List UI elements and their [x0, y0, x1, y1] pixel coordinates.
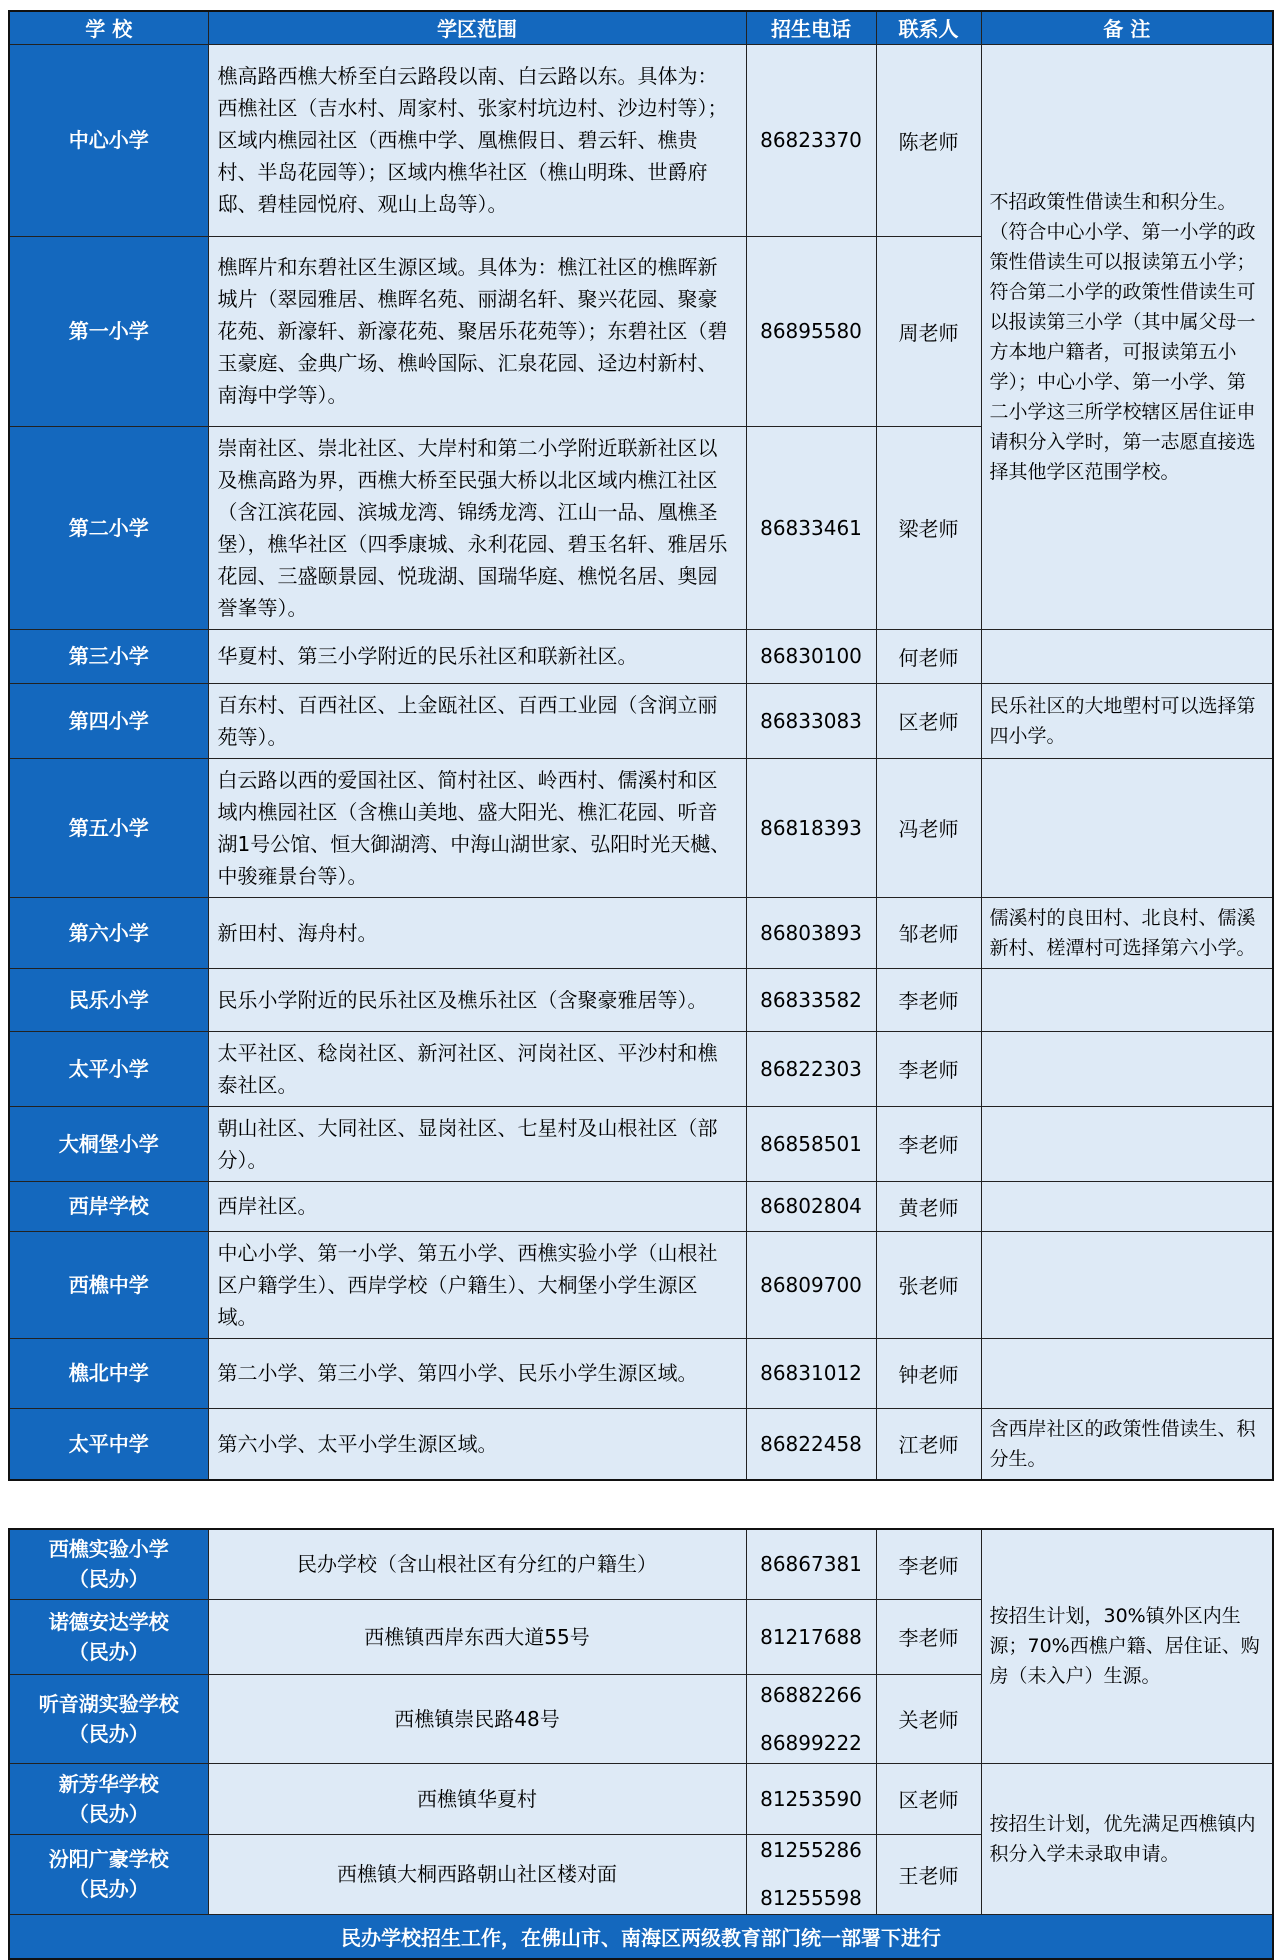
remark-cell [981, 1031, 1273, 1106]
contact-cell: 周老师 [876, 236, 981, 426]
phone-cell: 86833461 [746, 426, 876, 629]
phone-cell: 86809700 [746, 1231, 876, 1338]
phone-stack [747, 1683, 876, 1755]
school-type: （民办） [68, 1877, 149, 1901]
private-schools-table [8, 1528, 1274, 1960]
phone-stack [747, 1838, 876, 1910]
school-type: （民办） [68, 1721, 149, 1746]
remark-cell: 含西岸社区的政策性借读生、积分生。 [981, 1408, 1273, 1480]
phone-cell: 81253590 [746, 1763, 876, 1834]
district-cell: 中心小学、第一小学、第五小学、西樵实验小学（山根社区户籍学生）、西岸学校（户籍生）、大桐堡小学生源区域。 [208, 1231, 746, 1338]
district-cell: 樵晖片和东碧社区生源区域。具体为：樵江社区的樵晖新城片（翠园雅居、樵晖名苑、丽湖名轩、聚兴花园、聚豪花苑、新濠轩、新濠花苑、聚居乐花苑等）；东碧社区（碧玉豪庭、金典广场、樵岭国际、汇泉花园、迳边村新村、南海中学等）。 [208, 236, 746, 426]
school-name-cell [9, 1674, 208, 1763]
contact-cell: 李老师 [876, 968, 981, 1031]
phone-cell: 86858501 [746, 1106, 876, 1181]
contact-cell: 黄老师 [876, 1181, 981, 1231]
column-header-phone: 招生电话 [746, 11, 876, 44]
school-name-cell [9, 1529, 208, 1599]
district-cell: 西樵镇大桐西路朝山社区楼对面 [208, 1834, 746, 1914]
contact-cell: 关老师 [876, 1674, 981, 1763]
district-cell: 朝山社区、大同社区、显岗社区、七星村及山根社区（部分）。 [208, 1106, 746, 1181]
phone-cell: 86830100 [746, 629, 876, 683]
contact-cell: 王老师 [876, 1834, 981, 1914]
table-row [9, 1231, 1273, 1338]
table-row [9, 683, 1273, 758]
remark-cell: 民乐社区的大地塱村可以选择第四小学。 [981, 683, 1273, 758]
table-row [9, 1529, 1273, 1599]
school-type: （民办） [68, 1639, 149, 1664]
phone-cell [746, 1834, 876, 1914]
district-cell: 白云路以西的爱国社区、简村社区、岭西村、儒溪村和区域内樵园社区（含樵山美地、盛大阳光、樵汇花园、听音湖1号公馆、恒大御湖湾、中海山湖世家、弘阳时光天樾、中骏雍景台等）。 [208, 758, 746, 897]
school-name-cell: 西樵中学 [9, 1231, 208, 1338]
phone-cell: 86833582 [746, 968, 876, 1031]
district-cell: 华夏村、第三小学附近的民乐社区和联新社区。 [208, 629, 746, 683]
table-row [9, 629, 1273, 683]
remark-cell-merged-top: 不招政策性借读生和积分生。（符合中心小学、第一小学的政策性借读生可以报读第五小学；符合第二小学的政策性借读生可以报读第三小学（其中属父母一方本地户籍者，可报读第五小学）；中心小学、第一小学、第二小学这三所学校辖区居住证申请积分入学时，第一志愿直接选择其他学区范围学校。 [981, 44, 1273, 629]
remark-cell [981, 758, 1273, 897]
school-name: 西樵实验小学 [48, 1537, 169, 1562]
column-header-remark: 备 注 [981, 11, 1273, 44]
phone-cell: 86803893 [746, 897, 876, 968]
school-name-cell [9, 1763, 208, 1834]
school-name: 听音湖实验学校 [38, 1691, 179, 1716]
column-header-school: 学 校 [9, 11, 208, 44]
school-name: 新芳华学校 [58, 1771, 159, 1796]
section-separator [8, 1481, 1272, 1528]
district-cell: 太平社区、稔岗社区、新河社区、河岗社区、平沙村和樵泰社区。 [208, 1031, 746, 1106]
phone-cell: 86818393 [746, 758, 876, 897]
remark-cell [981, 1106, 1273, 1181]
district-cell: 民办学校（含山根社区有分红的户籍生） [208, 1529, 746, 1599]
table-row [9, 44, 1273, 236]
phone-cell: 86823370 [746, 44, 876, 236]
school-name-cell: 第四小学 [9, 683, 208, 758]
table-row [9, 1106, 1273, 1181]
school-name-cell: 大桐堡小学 [9, 1106, 208, 1181]
school-name-cell: 樵北中学 [9, 1338, 208, 1408]
district-cell: 西樵镇华夏村 [208, 1763, 746, 1834]
remark-cell-merged-private-bottom: 按招生计划，优先满足西樵镇内积分入学未录取申请。 [981, 1763, 1273, 1914]
school-name-cell: 第二小学 [9, 426, 208, 629]
school-name: 诺德安达学校 [48, 1609, 169, 1634]
school-name-cell [9, 1599, 208, 1674]
contact-cell: 李老师 [876, 1031, 981, 1106]
school-type: （民办） [68, 1567, 149, 1592]
contact-cell: 陈老师 [876, 44, 981, 236]
phone-cell: 86867381 [746, 1529, 876, 1599]
phone-number-2: 86899222 [760, 1730, 862, 1755]
table-row [9, 1181, 1273, 1231]
district-cell: 西樵镇崇民路48号 [208, 1674, 746, 1763]
district-cell: 第六小学、太平小学生源区域。 [208, 1408, 746, 1480]
school-name-cell: 第五小学 [9, 758, 208, 897]
contact-cell: 区老师 [876, 683, 981, 758]
school-name-cell: 第一小学 [9, 236, 208, 426]
contact-cell: 李老师 [876, 1106, 981, 1181]
phone-cell: 86802804 [746, 1181, 876, 1231]
school-name-cell: 太平中学 [9, 1408, 208, 1480]
contact-cell: 钟老师 [876, 1338, 981, 1408]
phone-cell: 86822458 [746, 1408, 876, 1480]
table-row [9, 758, 1273, 897]
school-name-cell: 太平小学 [9, 1031, 208, 1106]
column-header-district: 学区范围 [208, 11, 746, 44]
school-type: （民办） [68, 1801, 149, 1826]
public-schools-table [8, 10, 1274, 1481]
district-cell: 新田村、海舟村。 [208, 897, 746, 968]
school-name-cell: 民乐小学 [9, 968, 208, 1031]
district-cell: 西岸社区。 [208, 1181, 746, 1231]
district-cell: 民乐小学附近的民乐社区及樵乐社区（含聚豪雅居等）。 [208, 968, 746, 1031]
district-cell: 百东村、百西社区、上金瓯社区、百西工业园（含润立丽苑等）。 [208, 683, 746, 758]
contact-cell: 江老师 [876, 1408, 981, 1480]
header-row [9, 11, 1273, 44]
contact-cell: 区老师 [876, 1763, 981, 1834]
district-cell: 崇南社区、崇北社区、大岸村和第二小学附近联新社区以及樵高路为界，西樵大桥至民强大桥以北区域内樵江社区（含江滨花园、滨城龙湾、锦绣龙湾、江山一品、凰樵圣堡），樵华社区（四季康城、永利花园、碧玉名轩、雅居乐花园、三盛颐景园、悦珑湖、国瑞华庭、樵悦名居、奥园誉峯等）。 [208, 426, 746, 629]
remark-cell [981, 1338, 1273, 1408]
contact-cell: 何老师 [876, 629, 981, 683]
phone-number-1: 81255286 [760, 1838, 862, 1862]
school-name-cell [9, 1834, 208, 1914]
footer-banner: 民办学校招生工作，在佛山市、南海区两级教育部门统一部署下进行 [9, 1914, 1273, 1959]
phone-cell: 86831012 [746, 1338, 876, 1408]
table-row [9, 1031, 1273, 1106]
contact-cell: 冯老师 [876, 758, 981, 897]
phone-cell: 86822303 [746, 1031, 876, 1106]
remark-cell: 儒溪村的良田村、北良村、儒溪新村、槎潭村可选择第六小学。 [981, 897, 1273, 968]
district-cell: 西樵镇西岸东西大道55号 [208, 1599, 746, 1674]
table-row [9, 897, 1273, 968]
footer-row [9, 1914, 1273, 1959]
phone-number-2: 81255598 [760, 1886, 862, 1910]
table-row [9, 968, 1273, 1031]
school-name-cell: 第三小学 [9, 629, 208, 683]
remark-cell-merged-private-top: 按招生计划，30%镇外区内生源；70%西樵户籍、居住证、购房（未入户）生源。 [981, 1529, 1273, 1763]
table-row [9, 1338, 1273, 1408]
phone-cell: 81217688 [746, 1599, 876, 1674]
remark-cell [981, 629, 1273, 683]
district-cell: 第二小学、第三小学、第四小学、民乐小学生源区域。 [208, 1338, 746, 1408]
remark-cell [981, 968, 1273, 1031]
column-header-contact: 联系人 [876, 11, 981, 44]
phone-cell: 86833083 [746, 683, 876, 758]
contact-cell: 李老师 [876, 1529, 981, 1599]
school-name-cell: 西岸学校 [9, 1181, 208, 1231]
table-row [9, 1763, 1273, 1834]
school-name-cell: 中心小学 [9, 44, 208, 236]
school-name-cell: 第六小学 [9, 897, 208, 968]
phone-cell [746, 1674, 876, 1763]
phone-number-1: 86882266 [760, 1682, 862, 1707]
school-name: 汾阳广豪学校 [48, 1847, 169, 1871]
contact-cell: 梁老师 [876, 426, 981, 629]
contact-cell: 张老师 [876, 1231, 981, 1338]
contact-cell: 李老师 [876, 1599, 981, 1674]
remark-cell [981, 1231, 1273, 1338]
contact-cell: 邹老师 [876, 897, 981, 968]
remark-cell [981, 1181, 1273, 1231]
district-cell: 樵高路西樵大桥至白云路段以南、白云路以东。具体为：西樵社区（吉水村、周家村、张家村坑边村、沙边村等）；区域内樵园社区（西樵中学、凰樵假日、碧云轩、樵贵村、半岛花园等）；区域内樵华社区（樵山明珠、世爵府邸、碧桂园悦府、观山上岛等）。 [208, 44, 746, 236]
phone-cell: 86895580 [746, 236, 876, 426]
table-row [9, 1408, 1273, 1480]
